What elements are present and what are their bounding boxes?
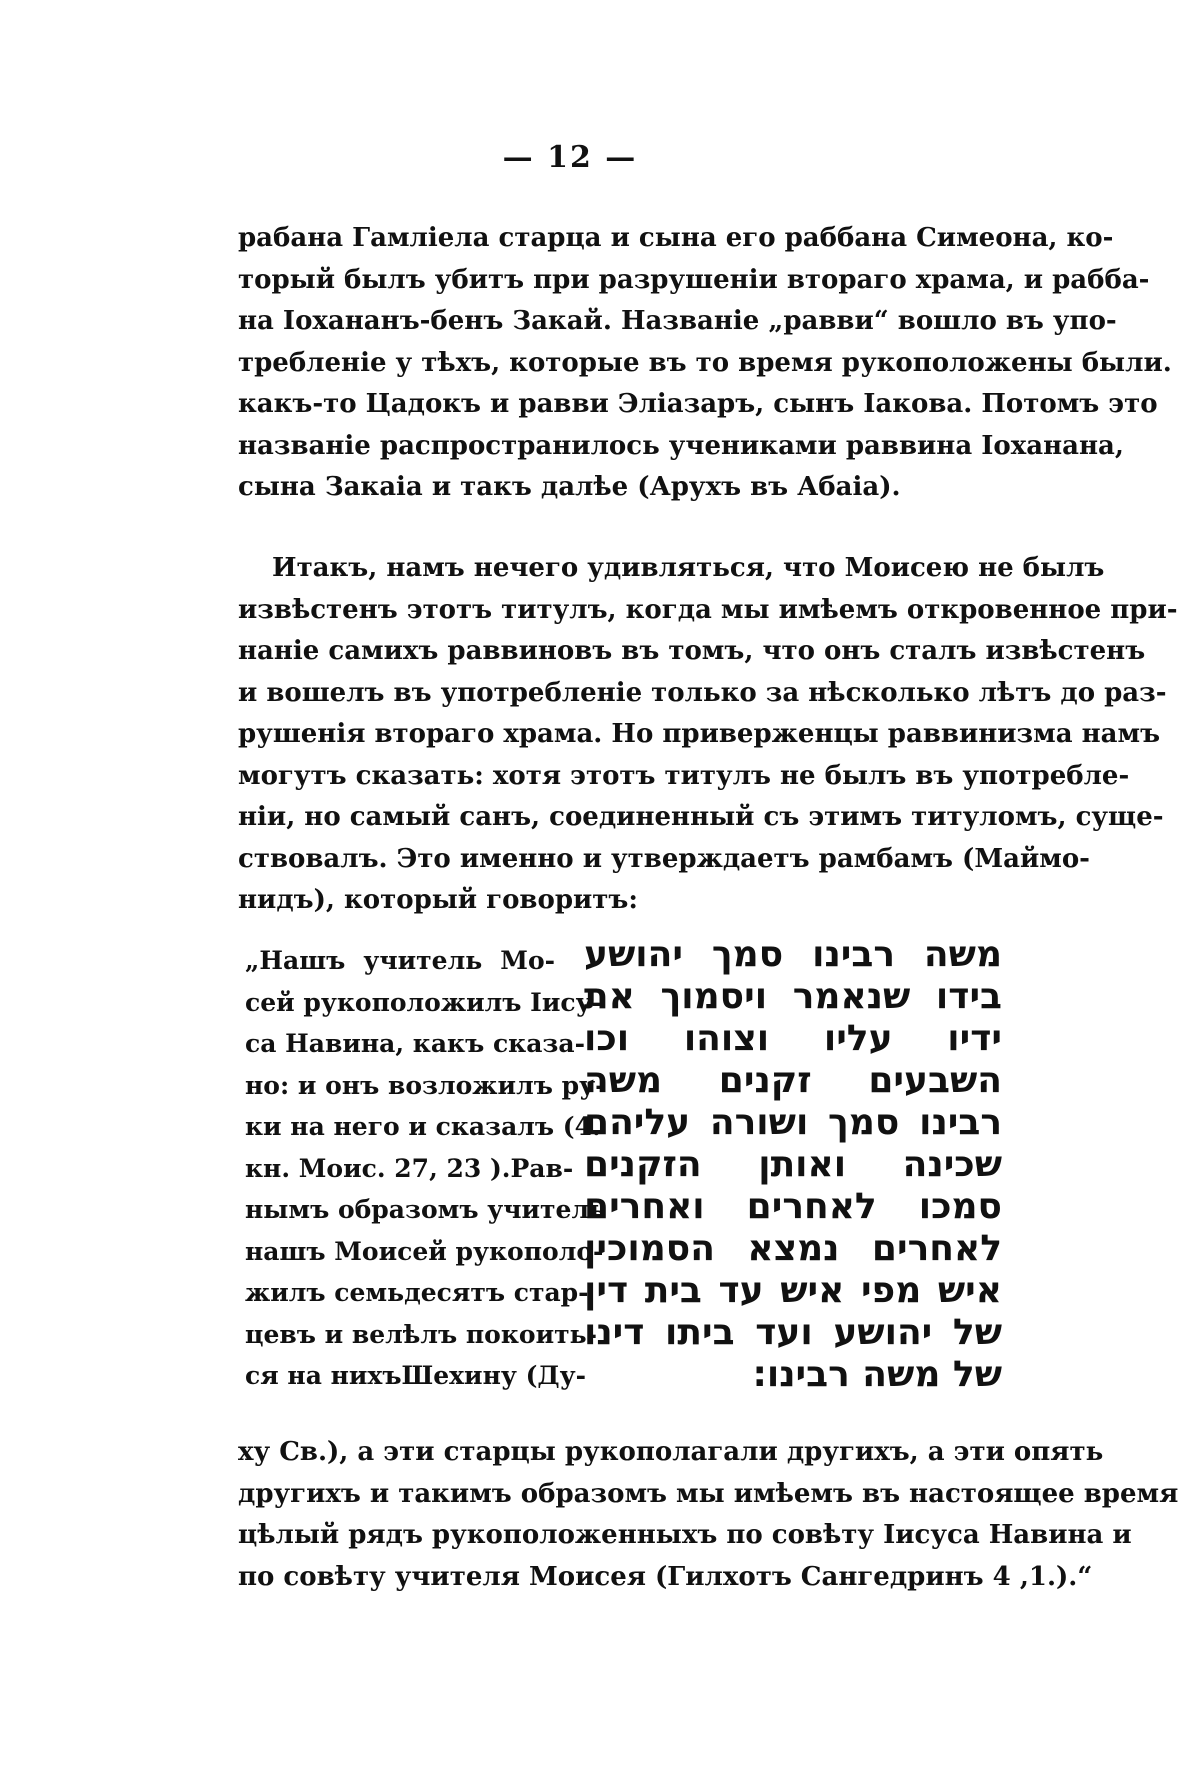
quote-line: ки на него и сказалъ (4. bbox=[245, 1112, 601, 1141]
text-line: названіе распространилось учениками раввина Іоханана, bbox=[238, 430, 1124, 461]
quote-line: ся на нихъШехину (Ду- bbox=[245, 1361, 587, 1390]
text-line: на Іохананъ-бенъ Закай. Названіе „равви“ вошло въ упо- bbox=[238, 306, 1117, 336]
hebrew-line: ידיו עליו וצוהו וכו bbox=[584, 1018, 1002, 1059]
text-line: наніе самихъ раввиновъ въ томъ, что онъ сталъ извѣстенъ bbox=[238, 636, 1146, 666]
hebrew-line: שכינה ואותן הזקנים bbox=[584, 1144, 1002, 1185]
hebrew-line: בידו שנאמר ויסמוך את bbox=[584, 976, 1002, 1017]
text-line: по совѣту учителя Моисея (Гилхотъ Сангедринъ 4 ,1.).“ bbox=[238, 1561, 1093, 1592]
text-line: извѣстенъ этотъ титулъ, когда мы имѣемъ откровенное при- bbox=[238, 594, 1178, 625]
text-line: могутъ сказать: хотя этотъ титулъ не былъ въ употребле- bbox=[238, 760, 1130, 791]
hebrew-line: לאחרים נמצא הסמוכין bbox=[584, 1228, 1002, 1269]
text-line: ніи, но самый санъ, соединенный съ этимъ титуломъ, суще- bbox=[238, 802, 1164, 832]
hebrew-line: משה רבינו סמך יהושע bbox=[584, 934, 1002, 975]
hebrew-quote-column bbox=[584, 934, 1002, 1396]
quote-line: жилъ семьдесятъ стар- bbox=[245, 1278, 589, 1307]
quote-line: цевъ и велѣлъ покоить- bbox=[245, 1319, 597, 1349]
text-line: какъ-то Цадокъ и равви Эліазаръ, сынъ Іакова. Потомъ это bbox=[238, 389, 1158, 419]
quote-line: кн. Моис. 27, 23 ).Рав- bbox=[245, 1153, 574, 1183]
text-line: ху Св.), а эти старцы рукополагали другихъ, а эти опять bbox=[238, 1437, 1104, 1467]
text-line: другихъ и такимъ образомъ мы имѣемъ въ настоящее время bbox=[238, 1478, 1178, 1509]
text-line: и вошелъ въ употребленіе только за нѣсколько лѣтъ до раз- bbox=[238, 677, 1167, 708]
hebrew-line: רבינו סמך ושורה עליהם bbox=[584, 1102, 1002, 1143]
russian-quote-column bbox=[245, 940, 607, 1397]
text-line: рушенія втораго храма. Но приверженцы раввинизма намъ bbox=[238, 719, 1161, 749]
text-line: цѣлый рядъ рукоположенныхъ по совѣту Іисуса Навина и bbox=[238, 1520, 1132, 1550]
paragraph-2 bbox=[238, 548, 1178, 922]
quote-line: сей рукоположилъ Іису- bbox=[245, 987, 602, 1017]
text-line: торый былъ убитъ при разрушеніи втораго храма, и рабба- bbox=[238, 264, 1150, 295]
paragraph-1 bbox=[238, 218, 1172, 509]
text-line: нидъ), который говоритъ: bbox=[238, 885, 638, 915]
text-line: сына Закаіа и такъ далѣе (Арухъ въ Абаіа). bbox=[238, 472, 901, 502]
quote-line: нымъ образомъ учитель bbox=[245, 1195, 607, 1224]
page-number: — 12 — bbox=[502, 140, 638, 175]
text-line: ствовалъ. Это именно и утверждаетъ рамбамъ (Маймо- bbox=[238, 843, 1090, 874]
quote-line: нашъ Моисей рукополо- bbox=[245, 1236, 604, 1266]
text-line: требленіе у тѣхъ, которые въ то время рукоположены были. bbox=[238, 347, 1172, 378]
quote-line: „Нашъ учитель Мо- bbox=[245, 946, 555, 975]
quote-line: но: и онъ возложилъ ру- bbox=[245, 1070, 606, 1100]
hebrew-line: איש מפי איש עד בית דין bbox=[584, 1270, 1002, 1311]
hebrew-line: של משה רבינו: bbox=[752, 1354, 1002, 1395]
text-line: Итакъ, намъ нечего удивляться, что Моисею не былъ bbox=[272, 553, 1105, 583]
paragraph-3 bbox=[238, 1432, 1178, 1598]
quote-line: са Навина, какъ сказа- bbox=[245, 1029, 585, 1058]
hebrew-line: סמכו לאחרים ואחרים bbox=[584, 1186, 1002, 1227]
hebrew-line: השבעים זקנים משה bbox=[584, 1060, 1002, 1101]
hebrew-line: של יהושע ועד ביתו דינו bbox=[584, 1312, 1002, 1353]
text-line: рабана Гамліела старца и сына его раббана Симеона, ко- bbox=[238, 223, 1114, 253]
